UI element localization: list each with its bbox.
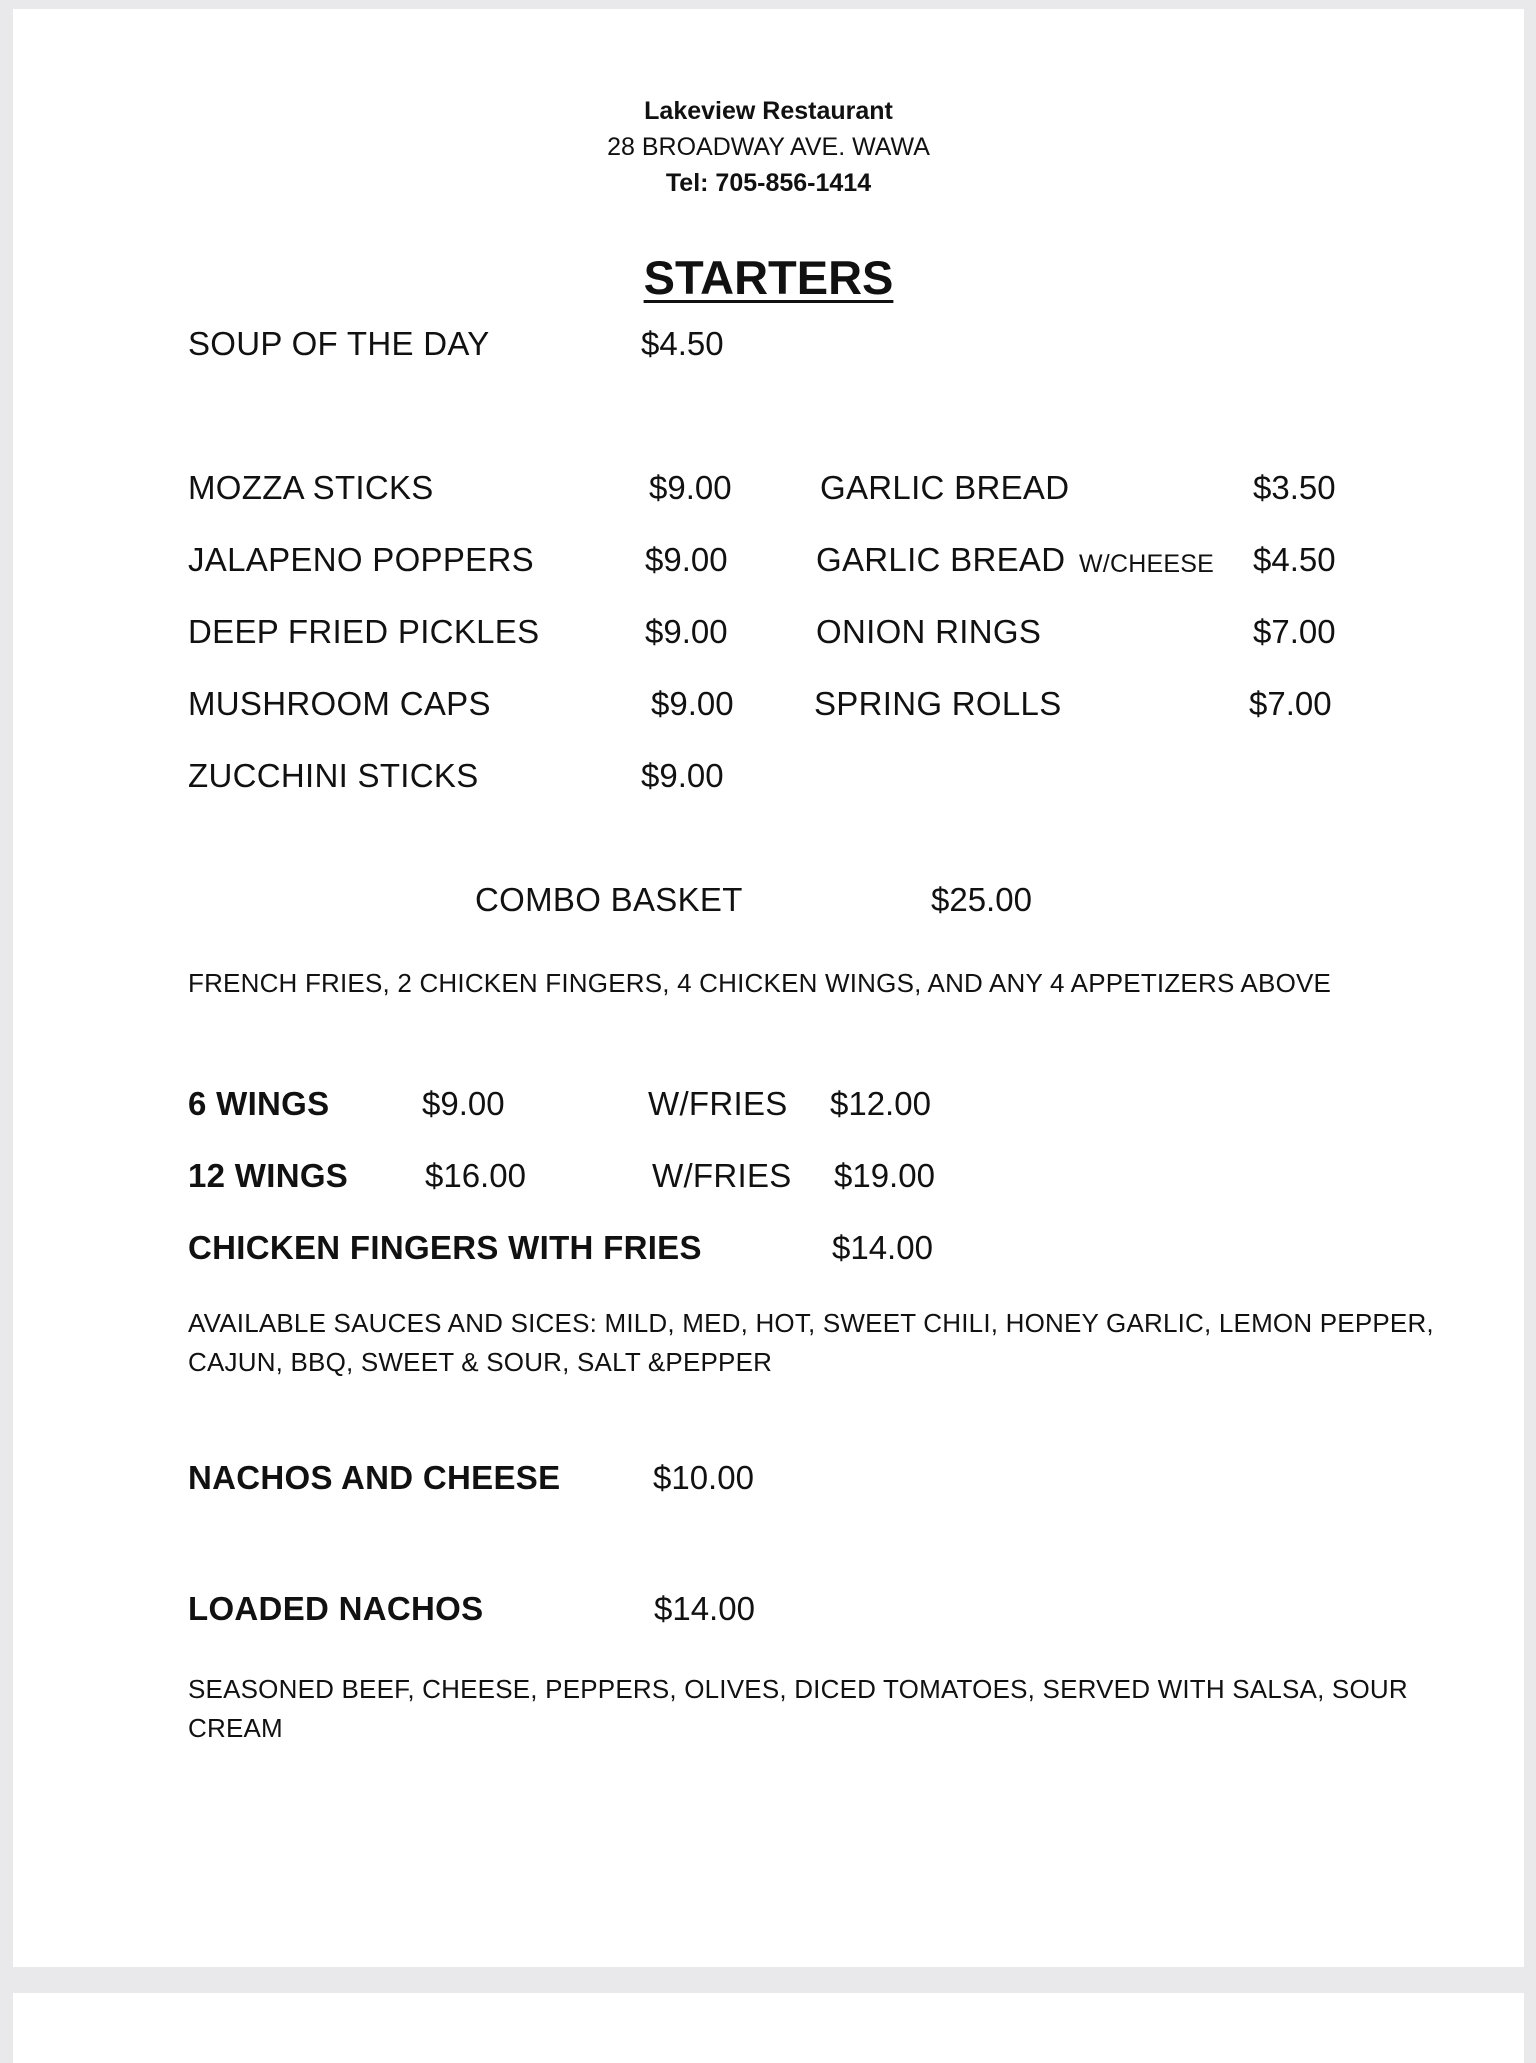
wings-fries-price: $19.00 [834,1157,935,1194]
menu-item-name: GARLIC BREAD [816,541,1066,578]
section-title: STARTERS [643,251,894,304]
menu-item-price: $9.00 [651,685,734,722]
chicken-fingers-name: CHICKEN FINGERS WITH FRIES [188,1229,702,1266]
restaurant-name: Lakeview Restaurant [644,97,893,125]
menu-item-name: ZUCCHINI STICKS [188,757,479,794]
menu-item-note: W/CHEESE [1079,550,1214,578]
wings-name: 6 WINGS [188,1085,330,1122]
chicken-fingers-price: $14.00 [832,1229,933,1266]
menu-item-name: JALAPENO POPPERS [188,541,534,578]
loaded-nachos-description: SEASONED BEEF, CHEESE, PEPPERS, OLIVES, DICED TOMATOES, SERVED WITH SALSA, SOUR [188,1674,1408,1704]
menu-item-name: MOZZA STICKS [188,469,434,506]
menu-item-price: $9.00 [641,757,724,794]
combo-description: FRENCH FRIES, 2 CHICKEN FINGERS, 4 CHICKEN WINGS, AND ANY 4 APPETIZERS ABOVE [188,968,1332,998]
menu-item-price: $9.00 [649,469,732,506]
loaded-nachos-name: LOADED NACHOS [188,1590,484,1627]
menu-item-name: MUSHROOM CAPS [188,685,491,722]
restaurant-phone: Tel: 705-856-1414 [665,169,872,197]
menu-page [13,9,1524,1967]
loaded-nachos-description: CREAM [188,1713,283,1743]
menu-item-name: SPRING ROLLS [814,685,1062,722]
loaded-nachos-price: $14.00 [654,1590,755,1627]
next-page-edge [13,1993,1524,2063]
wings-name: 12 WINGS [188,1157,349,1194]
nachos-price: $10.00 [653,1459,754,1496]
soup-name: SOUP OF THE DAY [188,325,490,362]
menu-item-name: DEEP FRIED PICKLES [188,613,540,650]
wings-fries-label: W/FRIES [648,1085,788,1122]
menu-item-name: ONION RINGS [816,613,1042,650]
sauces-line: AVAILABLE SAUCES AND SICES: MILD, MED, HOT, SWEET CHILI, HONEY GARLIC, LEMON PEPPER, [188,1308,1434,1338]
menu-item-price: $3.50 [1253,469,1336,506]
menu-item-price: $7.00 [1249,685,1332,722]
restaurant-address: 28 BROADWAY AVE. WAWA [607,133,930,161]
menu-item-price: $4.50 [1253,541,1336,578]
soup-price: $4.50 [641,325,724,362]
menu-item-name: GARLIC BREAD [820,469,1070,506]
wings-fries-price: $12.00 [830,1085,931,1122]
wings-price: $16.00 [425,1157,526,1194]
combo-price: $25.00 [931,881,1032,918]
menu-item-price: $7.00 [1253,613,1336,650]
combo-name: COMBO BASKET [475,881,743,918]
wings-fries-label: W/FRIES [652,1157,792,1194]
menu-item-price: $9.00 [645,613,728,650]
wings-price: $9.00 [422,1085,505,1122]
nachos-name: NACHOS AND CHEESE [188,1459,561,1496]
sauces-line: CAJUN, BBQ, SWEET & SOUR, SALT &PEPPER [188,1347,773,1377]
menu-item-price: $9.00 [645,541,728,578]
